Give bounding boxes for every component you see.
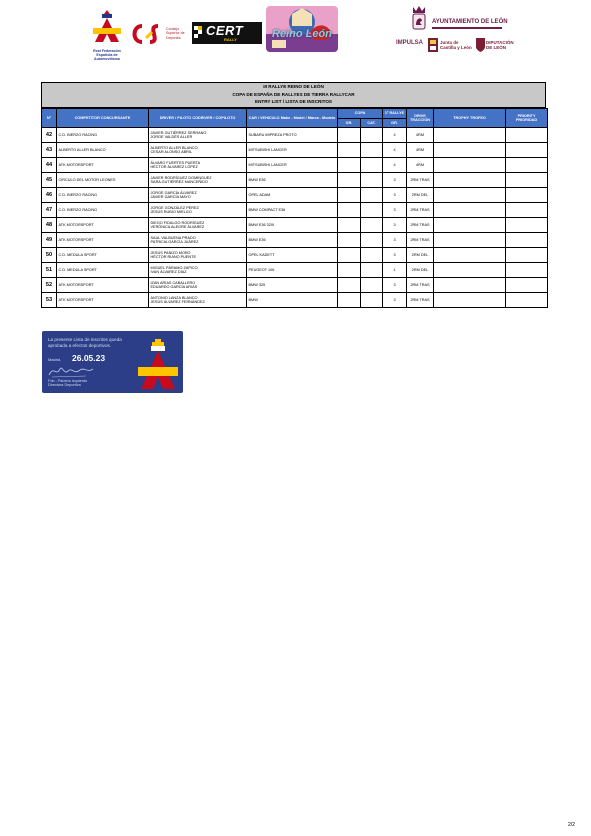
entry-trophy bbox=[434, 188, 506, 203]
list-title: ENTRY LIST / LISTA DE INSCRITOS bbox=[255, 99, 332, 104]
entry-copa-cat bbox=[361, 248, 383, 263]
entry-trophy bbox=[434, 263, 506, 278]
entry-rallye-group: 3 bbox=[383, 173, 407, 188]
entry-copa-cat bbox=[361, 263, 383, 278]
entry-number: 50 bbox=[42, 248, 57, 263]
entry-trophy bbox=[434, 128, 506, 143]
entry-copa-gr bbox=[338, 248, 361, 263]
cert-wordmark: CERT bbox=[206, 23, 244, 38]
entry-car: BMW 325 bbox=[247, 278, 338, 293]
table-row bbox=[42, 128, 548, 143]
entry-crew bbox=[149, 293, 247, 308]
entry-crew bbox=[149, 188, 247, 203]
drive-header-en: DRIVE bbox=[414, 113, 426, 118]
entry-drive: 2RM TRAS bbox=[407, 173, 434, 188]
entry-crew bbox=[149, 248, 247, 263]
diputacion-leon-logo bbox=[476, 34, 514, 56]
entry-rallye-group: 3 bbox=[383, 218, 407, 233]
entry-codriver: PATRICIA GARCÍA JUÁREZ bbox=[150, 240, 199, 244]
entry-number: 45 bbox=[42, 173, 57, 188]
table-row bbox=[42, 263, 548, 278]
driver-header-2: CODRIVER / COPILOTO bbox=[192, 115, 236, 120]
entry-car: MITSUBISHI LANCER bbox=[247, 143, 338, 158]
entry-rallye-group: 1 bbox=[383, 263, 407, 278]
entry-crew bbox=[149, 173, 247, 188]
table-row bbox=[42, 188, 548, 203]
entry-crew bbox=[149, 143, 247, 158]
junta-cyl-logo bbox=[428, 34, 472, 56]
entry-copa-gr bbox=[338, 233, 361, 248]
entry-trophy bbox=[434, 143, 506, 158]
table-header-row bbox=[42, 109, 548, 119]
table-row bbox=[42, 233, 548, 248]
col-car-header bbox=[247, 109, 338, 128]
entry-copa-cat bbox=[361, 143, 383, 158]
entry-codriver: HÉCTOR ÁLVAREZ LÓPEZ bbox=[150, 165, 198, 169]
entry-driver: JESÚS PANIZO MORO bbox=[150, 250, 191, 255]
entry-rallye-group: 3 bbox=[383, 278, 407, 293]
ayuntamiento-underline-icon bbox=[432, 27, 502, 30]
cert-subtitle: RALLY bbox=[224, 37, 237, 42]
rfea-name: Real Federación Española de Automovilismo bbox=[93, 49, 121, 62]
col-priority-header bbox=[506, 109, 548, 128]
entry-crew bbox=[149, 158, 247, 173]
entry-number: 53 bbox=[42, 293, 57, 308]
entry-drive: 4RM bbox=[407, 158, 434, 173]
entry-crew bbox=[149, 128, 247, 143]
entry-car: BMW bbox=[247, 293, 338, 308]
competitor-header-en: COMPETITOR bbox=[74, 115, 100, 120]
entry-crew bbox=[149, 233, 247, 248]
entry-rallye-group: 3 bbox=[383, 188, 407, 203]
entry-drive: 2RM TRAS bbox=[407, 293, 434, 308]
entry-crew bbox=[149, 203, 247, 218]
entry-drive: 2RM TRAS bbox=[407, 233, 434, 248]
entry-number: 43 bbox=[42, 143, 57, 158]
entry-codriver: EDUARDO GARCÍA ARIAS bbox=[150, 285, 198, 289]
checkered-flag-icon bbox=[193, 22, 205, 44]
approval-city: Madrid, bbox=[48, 357, 62, 362]
entry-copa-cat bbox=[361, 293, 383, 308]
event-title: III RALLYE REINO DE LEÓN bbox=[263, 84, 324, 89]
rfea-logo bbox=[86, 8, 128, 66]
entry-priority bbox=[506, 143, 548, 158]
entry-priority bbox=[506, 293, 548, 308]
entry-codriver: JORGE VALDÉS ALLER bbox=[150, 135, 193, 139]
entry-copa-gr bbox=[338, 293, 361, 308]
entry-priority bbox=[506, 128, 548, 143]
table-row bbox=[42, 143, 548, 158]
entry-priority bbox=[506, 203, 548, 218]
approval-signer bbox=[48, 379, 87, 388]
priority-header-en: PRIORITY bbox=[517, 113, 536, 118]
entry-competitor: C.D. BIERZO RACING bbox=[57, 128, 149, 143]
entry-priority bbox=[506, 188, 548, 203]
entry-drive: 2RM DEL bbox=[407, 263, 434, 278]
entry-rallye-group: 4 bbox=[383, 128, 407, 143]
entry-trophy bbox=[434, 158, 506, 173]
entry-driver: ÁLVARO FUERTES PUERTA bbox=[150, 160, 201, 165]
entry-priority bbox=[506, 158, 548, 173]
entry-drive: 2RM DEL bbox=[407, 248, 434, 263]
entry-competitor: ATK MOTORSPORT bbox=[57, 218, 149, 233]
entry-drive: 2RM TRAS bbox=[407, 218, 434, 233]
diputacion-shield-icon bbox=[476, 38, 485, 52]
table-row bbox=[42, 203, 548, 218]
car-header-1: CAR / VEHICULO bbox=[248, 115, 280, 120]
entry-list-table bbox=[41, 108, 548, 308]
entry-driver: ANTONIO LANZA BLANCO bbox=[150, 295, 198, 300]
entry-codriver: VERÓNICA ALEGRE ÁLVAREZ bbox=[150, 225, 205, 229]
championship-title: COPA DE ESPAÑA DE RALLYES DE TIERRA RALLYCAR bbox=[232, 91, 355, 97]
entry-driver: ALBERTO ALLER BLANCO bbox=[150, 145, 198, 150]
entry-copa-cat bbox=[361, 128, 383, 143]
entry-car: OPEL ADAM bbox=[247, 188, 338, 203]
entry-codriver: JAVIER GARCÍA MAYO bbox=[150, 195, 191, 199]
rally-reino-leon-logo bbox=[266, 6, 338, 52]
entry-competitor: ATK MOTORSPORT bbox=[57, 233, 149, 248]
entry-driver: DIEGO FIDALGO RODRÍGUEZ bbox=[150, 220, 205, 225]
entry-rallye-group: 3 bbox=[383, 293, 407, 308]
col-rallye-gr-header: GR. bbox=[383, 119, 407, 128]
entry-car: BMW E36 bbox=[247, 233, 338, 248]
junta-name: Junta de Castilla y León bbox=[440, 40, 472, 50]
entry-competitor: C.D. BIERZO RACING bbox=[57, 188, 149, 203]
entry-trophy bbox=[434, 233, 506, 248]
table-row bbox=[42, 158, 548, 173]
table-row bbox=[42, 218, 548, 233]
entry-copa-cat bbox=[361, 218, 383, 233]
entry-competitor: ATK MOTORSPORT bbox=[57, 293, 149, 308]
entry-crew bbox=[149, 278, 247, 293]
table-row bbox=[42, 248, 548, 263]
competitor-header-es: CONCURSANTE bbox=[100, 115, 131, 120]
entry-number: 49 bbox=[42, 233, 57, 248]
entry-trophy bbox=[434, 203, 506, 218]
entry-competitor: ALBERTO ALLER BLANCO bbox=[57, 143, 149, 158]
entry-rallye-group: 3 bbox=[383, 203, 407, 218]
entry-drive: 2RM DEL bbox=[407, 188, 434, 203]
entry-competitor: C.D. MEDULA SPORT bbox=[57, 248, 149, 263]
entry-number: 51 bbox=[42, 263, 57, 278]
entry-competitor: C.D. MEDULA SPORT bbox=[57, 263, 149, 278]
table-row bbox=[42, 173, 548, 188]
impulsa-logo bbox=[396, 38, 426, 52]
entry-copa-gr bbox=[338, 128, 361, 143]
entry-drive: 2RM TRAS bbox=[407, 278, 434, 293]
signer-name: Fdo.: Paloma Izquierdo bbox=[48, 379, 88, 383]
entry-number: 44 bbox=[42, 158, 57, 173]
entry-number: 42 bbox=[42, 128, 57, 143]
entry-car: BMW COMPACT E36 bbox=[247, 203, 338, 218]
ayuntamiento-leon-logo bbox=[410, 5, 508, 33]
entry-rallye-group: 4 bbox=[383, 143, 407, 158]
approval-text: La presente Lista de inscritos queda aprobada a efectos deportivos. bbox=[48, 337, 122, 348]
entry-car: BMW E36 bbox=[247, 173, 338, 188]
drive-header-es: TRACCIÓN bbox=[409, 118, 431, 122]
diputacion-name: DIPUTACIÓN DE LEÓN bbox=[486, 40, 514, 50]
col-copa-gr-header: GR. bbox=[338, 119, 361, 128]
entry-codriver: HÉCTOR RIANO PUENTE bbox=[150, 255, 196, 259]
col-trophy-header bbox=[434, 109, 506, 128]
col-copa-header: COPA bbox=[338, 109, 383, 119]
entry-trophy bbox=[434, 218, 506, 233]
col-drive-header bbox=[407, 109, 434, 128]
entry-crew bbox=[149, 218, 247, 233]
entry-trophy bbox=[434, 173, 506, 188]
page-number: 2/2 bbox=[568, 822, 575, 828]
entry-copa-gr bbox=[338, 278, 361, 293]
castle-crest-icon bbox=[428, 38, 438, 52]
entry-priority bbox=[506, 233, 548, 248]
entry-rallye-group: 3 bbox=[383, 233, 407, 248]
impulsa-wordmark: IMPULSA bbox=[396, 40, 423, 46]
entry-competitor: ATK MOTORSPORT bbox=[57, 158, 149, 173]
signature-icon bbox=[46, 363, 96, 379]
priority-header-es: PRIORIDAD bbox=[515, 118, 538, 122]
entry-driver: MIGUEL PÁRAMO ZAPICO bbox=[150, 265, 198, 270]
entry-competitor: ATK MOTORSPORT bbox=[57, 278, 149, 293]
rfea-emblem-icon bbox=[91, 8, 123, 44]
entry-copa-cat bbox=[361, 278, 383, 293]
entry-copa-cat bbox=[361, 203, 383, 218]
entry-drive: 4RM bbox=[407, 143, 434, 158]
approval-stamp bbox=[42, 331, 183, 393]
entry-trophy bbox=[434, 278, 506, 293]
entry-number: 52 bbox=[42, 278, 57, 293]
entry-copa-gr bbox=[338, 158, 361, 173]
cert-logo bbox=[192, 22, 262, 44]
entry-number: 48 bbox=[42, 218, 57, 233]
entry-car: BMW E36 320I bbox=[247, 218, 338, 233]
rally-wordmark: Reino León bbox=[272, 28, 332, 40]
table-row bbox=[42, 278, 548, 293]
entry-copa-gr bbox=[338, 173, 361, 188]
entry-copa-gr bbox=[338, 143, 361, 158]
entry-driver: SAUL VALBUENA PRADO bbox=[150, 235, 196, 240]
csd-name: Consejo Superior de Deportes bbox=[166, 27, 185, 40]
sponsor-logo-strip bbox=[0, 0, 591, 70]
entry-copa-cat bbox=[361, 188, 383, 203]
entry-number: 46 bbox=[42, 188, 57, 203]
entry-crew bbox=[149, 263, 247, 278]
entry-copa-gr bbox=[338, 218, 361, 233]
entry-copa-cat bbox=[361, 158, 383, 173]
col-competitor-header bbox=[57, 109, 149, 128]
entry-car: PEUGEOT 106 bbox=[247, 263, 338, 278]
entry-competitor: CIRCULO DEL MOTOR LEONES bbox=[57, 173, 149, 188]
entry-codriver: IVAN ÁLVAREZ DÍAZ bbox=[150, 270, 187, 274]
entry-driver: JORGE GONZÁLEZ PÉREZ bbox=[150, 205, 199, 210]
entry-codriver: JESÚS ÁLVAREZ FERNÁNDEZ bbox=[150, 300, 205, 304]
entry-trophy bbox=[434, 248, 506, 263]
rfea-emblem-icon bbox=[137, 337, 179, 391]
entry-copa-gr bbox=[338, 188, 361, 203]
col-no-header: Nº bbox=[42, 109, 57, 128]
col-driver-header bbox=[149, 109, 247, 128]
entry-copa-cat bbox=[361, 173, 383, 188]
col-copa-cat-header: CAT. bbox=[361, 119, 383, 128]
entry-car: MITSUBISHI LANCER bbox=[247, 158, 338, 173]
entry-rallye-group: 3 bbox=[383, 248, 407, 263]
entry-car: OPEL KADETT bbox=[247, 248, 338, 263]
approval-date: 26.05.23 bbox=[72, 353, 106, 363]
entry-copa-gr bbox=[338, 263, 361, 278]
ayuntamiento-name: AYUNTAMIENTO DE LEÓN bbox=[432, 19, 508, 25]
entry-number: 47 bbox=[42, 203, 57, 218]
entry-priority bbox=[506, 248, 548, 263]
entry-driver: JAVIER GUTIÉRREZ SERRANO bbox=[150, 130, 207, 135]
entry-driver: IZAN ARIAS CABALLERO bbox=[150, 280, 196, 285]
entry-trophy bbox=[434, 293, 506, 308]
entry-car: SUBARU IMPREZA PROTO bbox=[247, 128, 338, 143]
driver-header-1: DRIVER / PILOTO bbox=[159, 115, 192, 120]
entry-priority bbox=[506, 278, 548, 293]
entry-drive: 2RM TRAS bbox=[407, 203, 434, 218]
table-row bbox=[42, 293, 548, 308]
col-rallye-header: 1º RALLYE bbox=[383, 109, 407, 119]
entry-priority bbox=[506, 173, 548, 188]
entry-drive: 4RM bbox=[407, 128, 434, 143]
crown-lion-crest-icon bbox=[410, 5, 428, 31]
car-header-2: Make - Model / Marca - Modelo bbox=[280, 115, 336, 120]
entry-competitor: C.D. BIERZO RACING bbox=[57, 203, 149, 218]
entry-driver: JAVIER RODRÍGUEZ DOMÍNGUEZ bbox=[150, 175, 212, 180]
entry-codriver: SARA GUTIÉRREZ MANCEÑIDO bbox=[150, 180, 208, 184]
entry-rallye-group: 4 bbox=[383, 158, 407, 173]
trophy-header-es: TROFEO bbox=[470, 115, 486, 120]
csd-logo bbox=[128, 22, 186, 48]
entry-priority bbox=[506, 218, 548, 233]
document-title-block bbox=[41, 82, 546, 108]
entry-priority bbox=[506, 263, 548, 278]
signer-role: Directora Deportiva bbox=[48, 383, 81, 388]
entry-driver: JORGE GARCÍA ÁLVAREZ bbox=[150, 190, 197, 195]
csd-mark-icon bbox=[128, 22, 166, 46]
trophy-header-en: TROPHY bbox=[453, 115, 469, 120]
entry-codriver: JESÚS RUBIO MIELGO bbox=[150, 210, 192, 214]
entry-copa-cat bbox=[361, 233, 383, 248]
entry-codriver: CESAR ALONSO ABRIL bbox=[150, 150, 193, 154]
entry-copa-gr bbox=[338, 203, 361, 218]
